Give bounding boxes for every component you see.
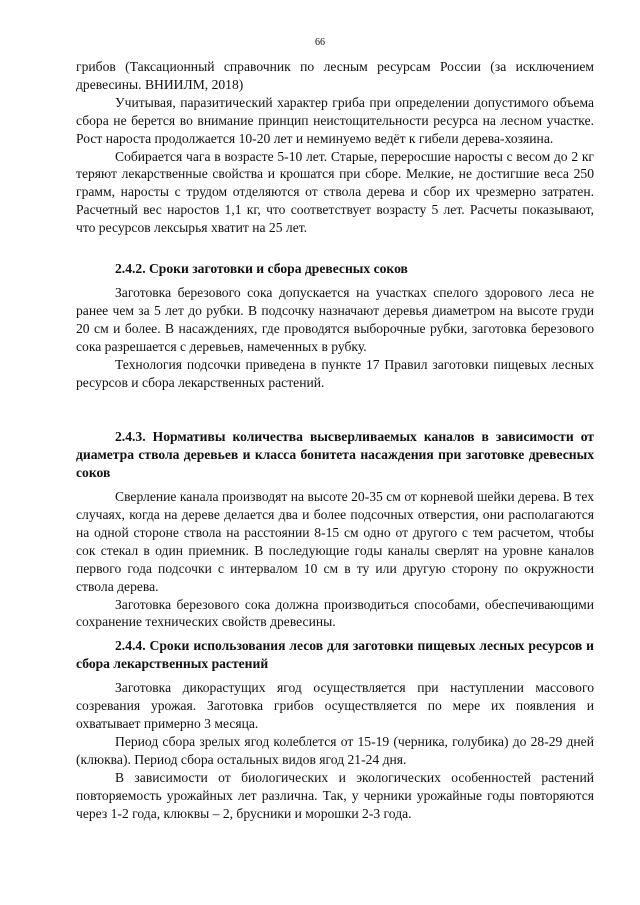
paragraph-harvest-years: В зависимости от биологических и экологических особенностей растений повторяемость урожайных лет различна. Так, у черники урожайные годы повторяются через 1-2 года, клюквы – 2, брусники и морошки 2-3 года. <box>76 769 594 821</box>
page-content <box>76 58 594 822</box>
paragraph-drilling: Сверление канала производят на высоте 20-35 см от корневой шейки дерева. В тех случаях, когда на дереве делается два и более подсочных отверстия, они располагаются на одной стороне ствола на расстоянии 8-15 см одно от другого с тем расчетом, чтобы сок стекал в один приемник. В последующие годы каналы сверлят на уровне каналов первого года подсочки с интервалом 10 см в ту или другую сторону по окружности ствола дерева. <box>76 489 594 594</box>
section-heading-2-4-4: 2.4.4. Сроки использования лесов для заготовки пищевых лесных ресурсов и сбора лекарственных растений <box>76 638 594 672</box>
paragraph-parasitic-nature: Учитывая, паразитический характер гриба при определении допустимого объема сбора не берется во внимание принцип неистощительности ресурса на лесном участке. Рост нароста продолжается 10-20 лет и неминуемо ведёт к гибели дерева-хозяина. <box>76 94 594 146</box>
paragraph-berry-period: Период сбора зрелых ягод колеблется от 15-19 (черника, голубика) до 28-29 дней (клюква). Период сбора остальных видов ягод 21-24 дня. <box>76 733 594 767</box>
paragraph-tapping-technology: Технология подсочки приведена в пункте 17 Правил заготовки пищевых лесных ресурсов и сбора лекарственных растений. <box>76 356 594 390</box>
paragraph-chaga-collection: Собирается чага в возрасте 5-10 лет. Старые, переросшие наросты с весом до 2 кг теряют лекарственные свойства и крошатся при сборе. Мелкие, не достигшие веса 250 грамм, наросты с трудом отделяются от ствола дерева и сбор их чрезмерно затратен. Расчетный вес наростов 1,1 кг, что соответствует возрасту 5 лет. Расчеты показывают, что ресурсов лексырья хватит на 25 лет. <box>76 148 594 236</box>
paragraph-harvest-methods: Заготовка березового сока должна производиться способами, обеспечивающими сохранение технических свойств древесины. <box>76 596 594 630</box>
section-heading-2-4-2: 2.4.2. Сроки заготовки и сбора древесных соков <box>115 261 408 277</box>
section-heading-2-4-3: 2.4.3. Нормативы количества высверливаемых каналов в зависимости от диаметра ствола деревьев и класса бонитета насаждения при заготовке древесных соков <box>76 429 594 481</box>
paragraph-berries-mushrooms: Заготовка дикорастущих ягод осуществляется при наступлении массового созревания урожая. Заготовка грибов осуществляется по мере их появления и охватывает примерно 3 месяца. <box>76 680 594 731</box>
paragraph-continuation: грибов (Таксационный справочник по лесным ресурсам России (за исключением древесины. ВНИИЛМ, 2018) <box>76 59 594 92</box>
page-number: 66 <box>315 37 325 48</box>
paragraph-birch-sap: Заготовка березового сока допускается на участках спелого здорового леса не ранее чем за 5 лет до рубки. В подсочку назначают деревья диаметром на высоте груди 20 см и более. В насаждениях, где проводятся выборочные рубки, заготовка березового сока разрешается с деревьев, намеченных в рубку. <box>76 284 594 354</box>
